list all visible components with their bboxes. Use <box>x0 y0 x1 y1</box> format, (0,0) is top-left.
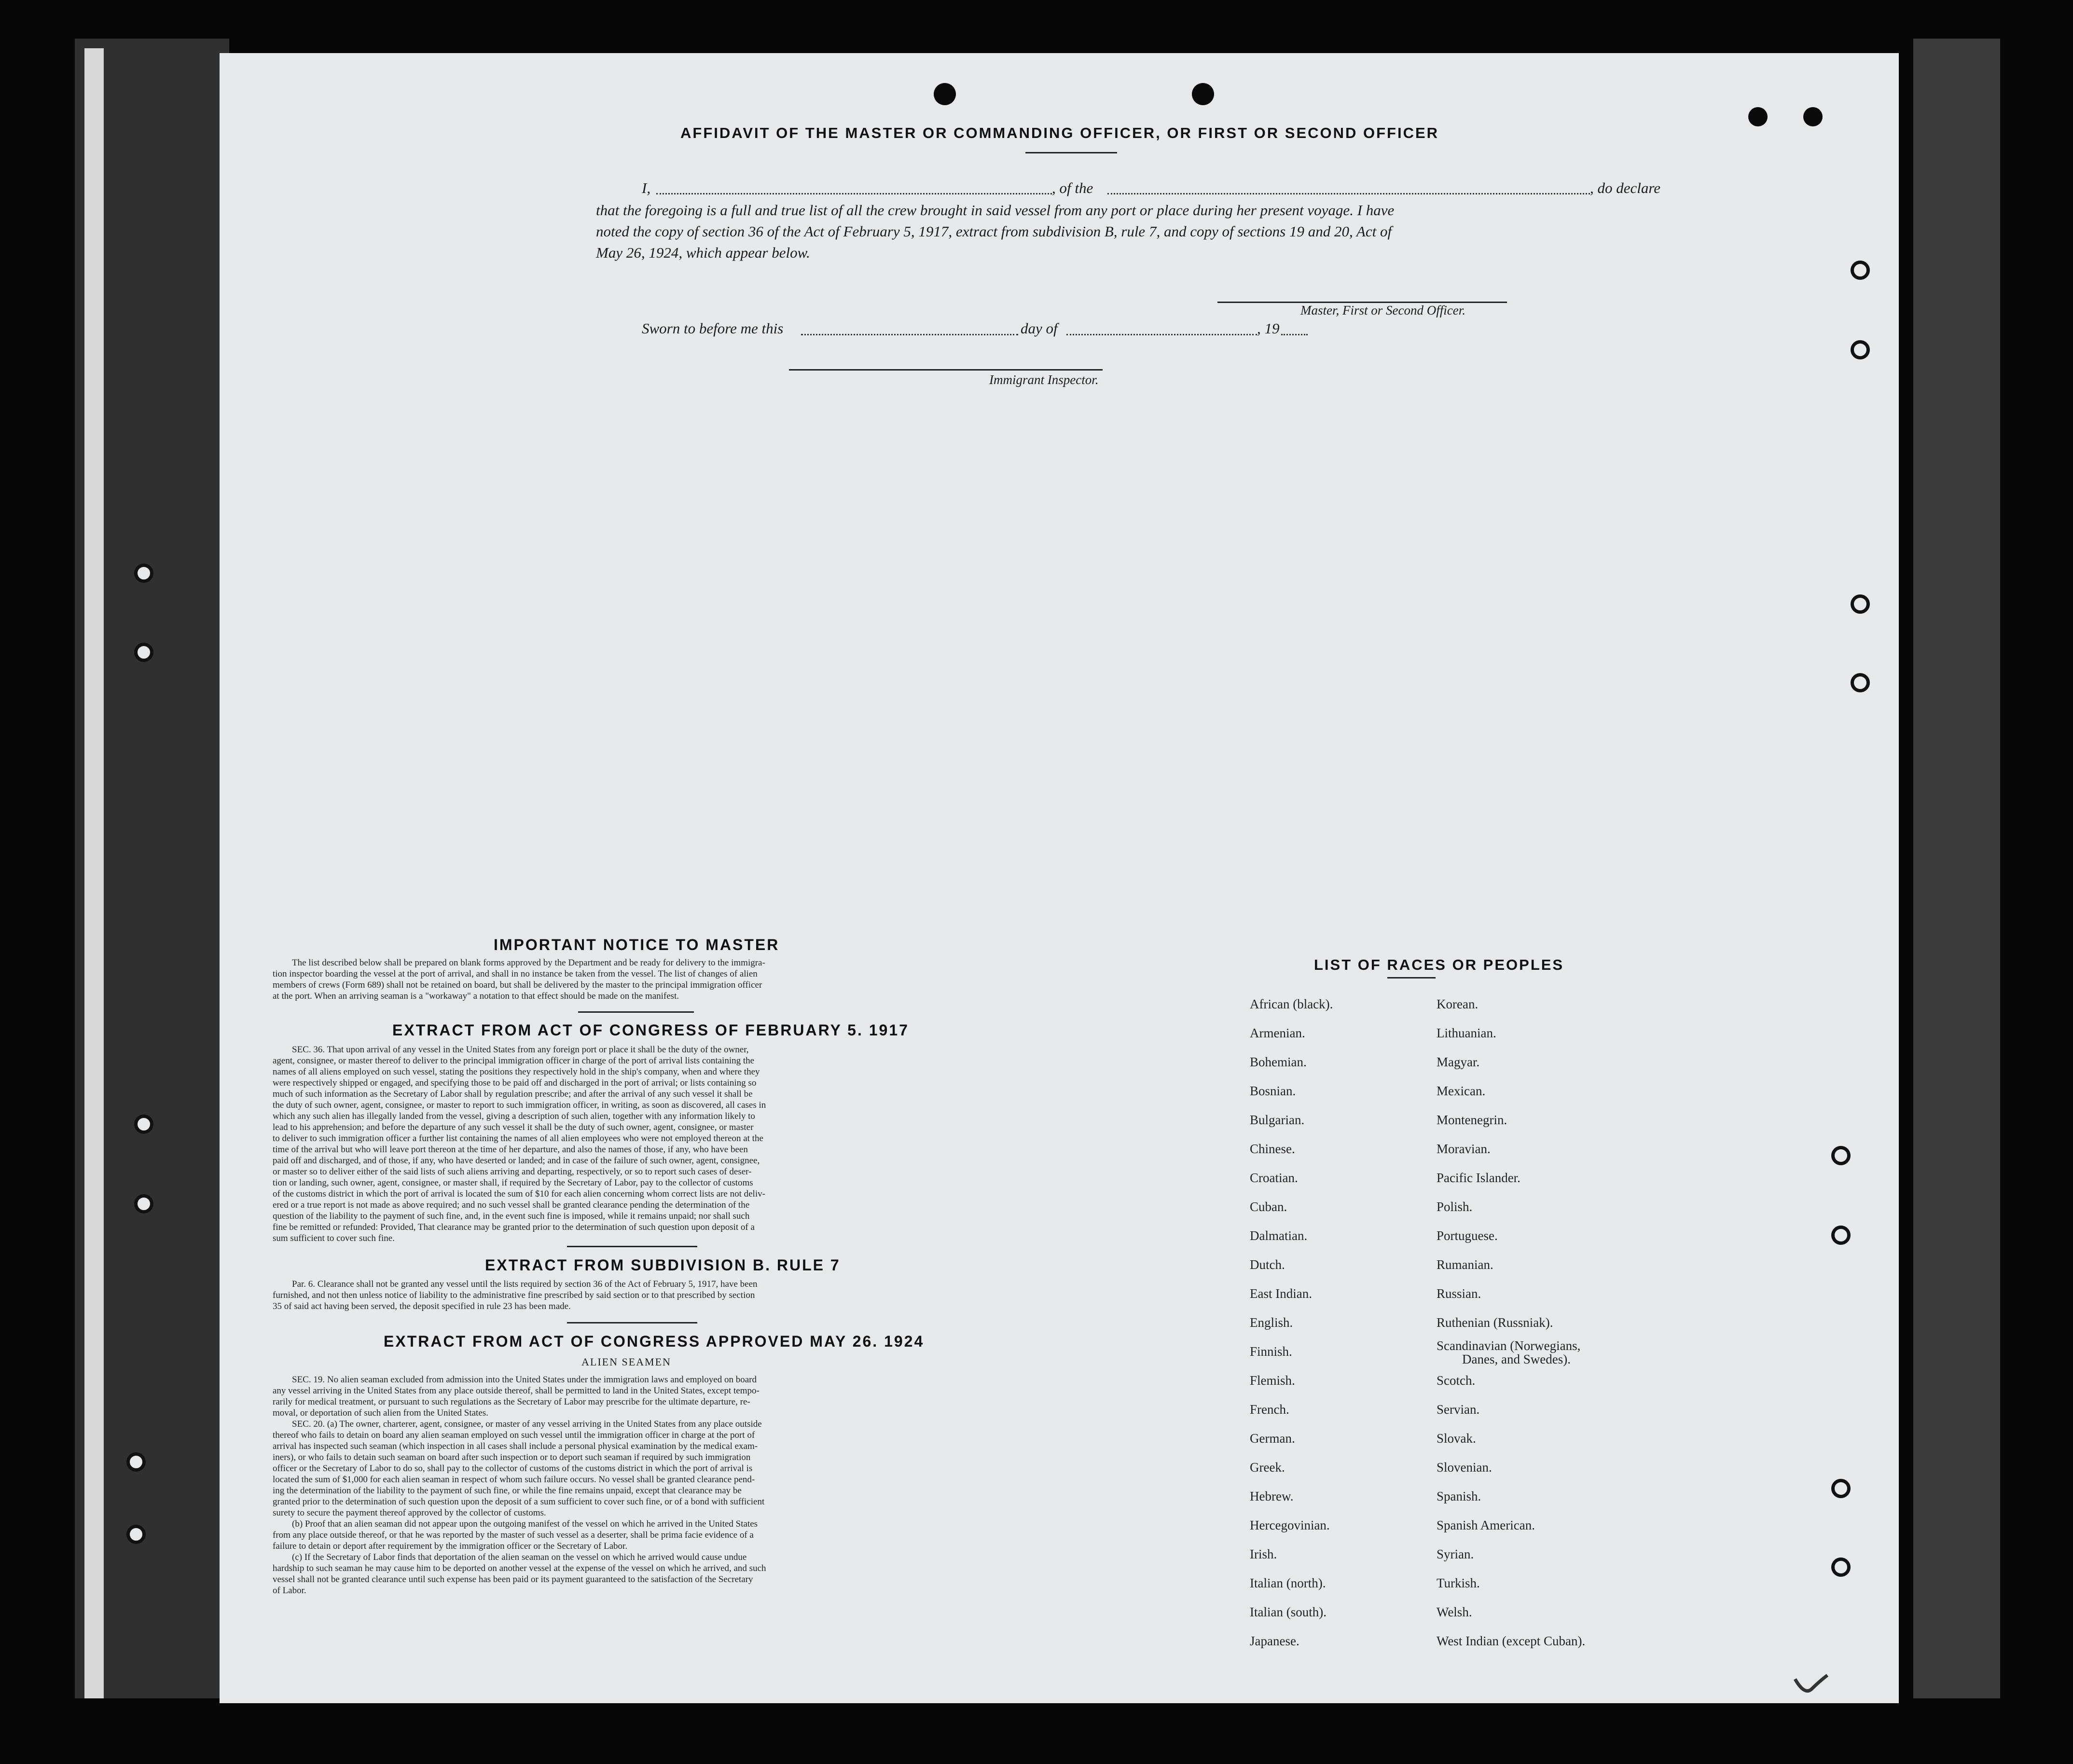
text-line: (b) Proof that an alien seaman did not appear upon the outgoing manifest of the vessel on which he arrived in the United States <box>292 1519 758 1529</box>
notice-text <box>273 957 996 1002</box>
race-item: Mexican. <box>1437 1084 1486 1098</box>
binder-hole <box>134 564 153 583</box>
text-line: 35 of said act having been served, the deposit specified in rule 23 has been made. <box>273 1301 571 1311</box>
binder-hole <box>1831 1557 1851 1577</box>
text-line: SEC. 19. No alien seaman excluded from admission into the United States under the immigration laws and employed on board <box>292 1375 757 1385</box>
text-line: Par. 6. Clearance shall not be granted any vessel until the lists required by section 36 of the Act of February 5, 1917, have been <box>292 1279 758 1289</box>
text-line: surety to secure the payment thereof approved by the collector of customs. <box>273 1508 546 1518</box>
text-line: iners), or who fails to detain such seaman on board after such inspection or to deport such seaman if required by such immigration <box>273 1452 751 1462</box>
punch-hole <box>1748 107 1768 126</box>
master-signature-label: Master, First or Second Officer. <box>1300 303 1465 317</box>
divider <box>1387 977 1436 978</box>
extract-1917-title: EXTRACT FROM ACT OF CONGRESS OF FEBRUARY 5. 1917 <box>392 1021 909 1039</box>
race-item: African (black). <box>1250 997 1333 1011</box>
text-line: fine be remitted or refunded: Provided, That clearance may be granted prior to the determination of such question upon deposit of a <box>273 1222 755 1232</box>
text-line: were respectively shipped or engaged, and specifying those to be paid off and discharged in the port of arrival; or lists containing so <box>273 1078 757 1088</box>
race-item: Bohemian. <box>1250 1055 1307 1069</box>
race-item: Pacific Islander. <box>1437 1171 1520 1185</box>
text-line: ered or a true report is not made as above required; and no such vessel shall be granted clearance pending the determination of the <box>273 1200 750 1210</box>
race-item: Scotch. <box>1437 1373 1476 1388</box>
race-item: Slovak. <box>1437 1431 1476 1446</box>
races-title: LIST OF RACES OR PEOPLES <box>1314 956 1564 973</box>
vessel-name-field[interactable] <box>1107 193 1590 194</box>
text-line: the duty of such owner, agent, consignee, or master to report to such immigration officer, in writing, as soon as discovered, all cases in <box>273 1100 766 1110</box>
affidavit-line-2: that the foregoing is a full and true list of all the crew brought in said vessel from any port or place during her present voyage. I have <box>596 202 1395 219</box>
affidavit-i-label: I, <box>642 179 651 196</box>
text-line: or master so to deliver either of the said lists of such aliens arriving and departing, respectively, or so to report such cases of deser- <box>273 1167 752 1177</box>
race-item: Spanish. <box>1437 1489 1481 1503</box>
race-item: German. <box>1250 1431 1295 1446</box>
extract-rule7-title: EXTRACT FROM SUBDIVISION B. RULE 7 <box>485 1256 841 1274</box>
binder-left-strip <box>84 48 104 1698</box>
binder-hole <box>134 1194 153 1213</box>
extract-1924-title: EXTRACT FROM ACT OF CONGRESS APPROVED MAY 26. 1924 <box>384 1333 925 1350</box>
binder-hole <box>1851 261 1870 280</box>
binder-hole <box>1851 673 1870 692</box>
race-item: Slovenian. <box>1437 1460 1492 1475</box>
race-item: Armenian. <box>1250 1026 1305 1040</box>
race-item: Finnish. <box>1250 1344 1292 1359</box>
text-line: paid off and discharged, and of those, if any, who have deserted or landed; and in case of the failure of such owner, agent, consignee, <box>273 1156 760 1166</box>
text-line: time of the arrival but who will leave port thereon at the time of her departure, and also the names of those, if any, who have been <box>273 1144 748 1155</box>
race-item: Welsh. <box>1437 1605 1472 1619</box>
binder-hole <box>1851 340 1870 359</box>
binder-hole <box>1851 594 1870 614</box>
day-of-label: day of <box>1021 320 1058 337</box>
text-line: of Labor. <box>273 1585 306 1596</box>
race-item: Bosnian. <box>1250 1084 1296 1098</box>
text-line: sum sufficient to cover such fine. <box>273 1233 395 1243</box>
punch-hole <box>934 83 956 105</box>
affidavit-line-4: May 26, 1924, which appear below. <box>596 244 810 261</box>
race-item: Polish. <box>1437 1199 1473 1214</box>
text-line: ing the determination of the liability to the payment of such fine, or while the fine remains unpaid, except that clearance may be <box>273 1486 742 1496</box>
punch-hole <box>1803 107 1823 126</box>
text-line: located the sum of $1,000 for each alien seaman in respect of whom such failure occurs. No vessel shall be granted clearance pend- <box>273 1475 755 1485</box>
affidavit-declare-label: , do declare <box>1590 179 1661 196</box>
race-item: Flemish. <box>1250 1373 1295 1388</box>
divider <box>567 1246 697 1247</box>
text-line: question of the liability to the payment of such fine, and, in the event such fine is imposed, while it remains unpaid; nor shall such <box>273 1211 750 1221</box>
race-item: Dalmatian. <box>1250 1228 1308 1243</box>
race-item: East Indian. <box>1250 1286 1312 1301</box>
text-line: furnished, and not then unless notice of liability to the administrative fine prescribed by said section or to that prescribed by section <box>273 1290 755 1300</box>
extract-1924-subtitle: ALIEN SEAMEN <box>581 1356 671 1368</box>
race-item: West Indian (except Cuban). <box>1437 1634 1586 1648</box>
text-line: vessel shall not be granted clearance until such expense has been paid or its payment guaranteed to the satisfaction of the Secretary <box>273 1574 753 1585</box>
extract-1917-text <box>273 1044 996 1244</box>
race-item: Spanish American. <box>1437 1518 1535 1532</box>
race-item: Chinese. <box>1250 1142 1295 1156</box>
text-line: The list described below shall be prepared on blank forms approved by the Department and be ready for delivery to the immigra- <box>292 958 765 968</box>
race-item: Magyar. <box>1437 1055 1480 1069</box>
text-line: tion or landing, such owner, agent, consignee, or master shall, if required by the Secretary of Labor, pay to the collector of customs <box>273 1178 753 1188</box>
binder-hole <box>1831 1479 1851 1498</box>
document-page <box>220 53 1899 1703</box>
text-line: much of such information as the Secretary of Labor shall by regulation prescribe; and after the arrival of any such vessel it shall be <box>273 1089 753 1099</box>
binder-hole <box>134 643 153 662</box>
race-item: Turkish. <box>1437 1576 1480 1590</box>
race-item: Servian. <box>1437 1402 1480 1417</box>
binder-hole <box>1831 1226 1851 1245</box>
text-line: to deliver to such immigration officer a further list containing the names of all alien employees who were not employed thereon at the <box>273 1133 763 1144</box>
text-line: SEC. 36. That upon arrival of any vessel in the United States from any foreign port or place it shall be the duty of the owner, <box>292 1045 749 1055</box>
text-line: SEC. 20. (a) The owner, charterer, agent, consignee, or master of any vessel arriving in the United States from any place outside <box>292 1419 762 1429</box>
text-line: thereof who fails to detain on board any alien seaman employed on such vessel until the immigration officer in charge at the port of <box>273 1430 755 1440</box>
master-name-field[interactable] <box>656 193 1052 194</box>
check-mark-icon <box>1793 1669 1831 1698</box>
binder-hole <box>126 1525 146 1544</box>
race-item: Croatian. <box>1250 1171 1298 1185</box>
race-item: Montenegrin. <box>1437 1113 1507 1127</box>
text-line: at the port. When an arriving seaman is a "workaway" a notation to that effect should be made on the manifest. <box>273 991 679 1001</box>
race-item: Lithuanian. <box>1437 1026 1496 1040</box>
text-line: failure to detain or deport after requirement by the immigration officer or the Secretary of Labor. <box>273 1541 628 1551</box>
extract-1924-text <box>273 1374 996 1596</box>
text-line: which any such alien has illegally landed from the vessel, giving a description of such alien, together with any information likely to <box>273 1111 755 1121</box>
text-line: rarily for medical treatment, or pursuant to such regulations as the Secretary of Labor may prescribe for the ultimate departure, re- <box>273 1397 750 1407</box>
extract-rule7-text <box>273 1279 996 1312</box>
text-line: from any place outside thereof, or that he was reported by the master of such vessel as a deserter, shall be prima facie evidence of a <box>273 1530 754 1540</box>
race-item: Korean. <box>1437 997 1479 1011</box>
text-line: names of all aliens employed on such vessel, stating the positions they respectively hold in the ship's company, when and where they <box>273 1067 760 1077</box>
race-item: Hercegovinian. <box>1250 1518 1330 1532</box>
affidavit-line-3: noted the copy of section 36 of the Act of February 5, 1917, extract from subdivision B, rule 7, and copy of sections 19 and 20, Act of <box>596 223 1392 240</box>
text-line: moval, or deportation of such alien from the United States. <box>273 1408 488 1418</box>
text-line: of the customs district in which the port of arrival is located the sum of $10 for each alien concerning whom correct lists are not deliv- <box>273 1189 765 1199</box>
race-item: Dutch. <box>1250 1257 1285 1272</box>
inspector-signature-line[interactable] <box>789 369 1103 371</box>
affidavit-title: AFFIDAVIT OF THE MASTER OR COMMANDING OFFICER, OR FIRST OR SECOND OFFICER <box>680 124 1439 141</box>
punch-hole <box>1192 83 1214 105</box>
text-line: (c) If the Secretary of Labor finds that deportation of the alien seaman on the vessel on which he arrived would cause undue <box>292 1552 747 1562</box>
text-line: any vessel arriving in the United States from any place outside thereof, shall be permitted to land in the United States, except tempo- <box>273 1386 760 1396</box>
text-line: tion inspector boarding the vessel at the port of arrival, and shall in no instance be taken from the vessel. The list of changes of alien <box>273 969 758 979</box>
race-item: French. <box>1250 1402 1289 1417</box>
text-line: lead to his apprehension; and before the departure of any such vessel it shall be the duty of such owner, agent, consignee, or master <box>273 1122 754 1132</box>
binder-hole <box>134 1115 153 1134</box>
race-item: Greek. <box>1250 1460 1285 1475</box>
race-item: Russian. <box>1437 1286 1481 1301</box>
race-item: Scandinavian (Norwegians, <box>1437 1338 1581 1353</box>
year-label: , 19 <box>1257 320 1280 337</box>
affidavit-of-the-label: , of the <box>1052 179 1093 196</box>
race-item: Bulgarian. <box>1250 1113 1305 1127</box>
divider <box>1025 152 1117 153</box>
text-line: agent, consignee, or master thereof to deliver to the principal immigration officer in charge of the port of arrival lists containing the <box>273 1056 755 1066</box>
race-item: English. <box>1250 1315 1293 1330</box>
notice-title: IMPORTANT NOTICE TO MASTER <box>494 936 780 953</box>
race-item-continued: Danes, and Swedes). <box>1462 1352 1571 1366</box>
binder-right-edge <box>1913 39 2000 1698</box>
text-line: members of crews (Form 689) shall not be retained on board, but shall be delivered by the master to the principal immigration officer <box>273 980 762 990</box>
text-line: hardship to such seaman he may cause him to be deported on another vessel at the expense of the vessel on which he arrived, and such <box>273 1563 766 1573</box>
race-item: Syrian. <box>1437 1547 1474 1561</box>
sworn-day-field[interactable] <box>801 334 1018 335</box>
race-item: Cuban. <box>1250 1199 1287 1214</box>
race-item: Portuguese. <box>1437 1228 1498 1243</box>
sworn-year-field[interactable] <box>1281 334 1308 335</box>
inspector-label: Immigrant Inspector. <box>989 372 1099 387</box>
race-item: Italian (south). <box>1250 1605 1327 1619</box>
race-item: Hebrew. <box>1250 1489 1294 1503</box>
sworn-month-field[interactable] <box>1066 334 1257 335</box>
race-item: Moravian. <box>1437 1142 1491 1156</box>
divider <box>578 1011 694 1013</box>
sworn-label: Sworn to before me this <box>642 320 784 337</box>
text-line: arrival has inspected such seaman (which inspection in all cases shall include a personal physical examination by the medical exam- <box>273 1441 758 1451</box>
text-line: granted prior to the determination of such question upon the deposit of a sum sufficient to cover such fine, or of a bond with sufficient <box>273 1497 765 1507</box>
binder-hole <box>126 1452 146 1472</box>
divider <box>567 1322 697 1323</box>
race-item: Italian (north). <box>1250 1576 1326 1590</box>
race-item: Japanese. <box>1250 1634 1299 1648</box>
binder-hole <box>1831 1146 1851 1165</box>
race-item: Rumanian. <box>1437 1257 1493 1272</box>
text-line: officer or the Secretary of Labor to do so, shall pay to the collector of customs of the customs district in which the port of arrival is <box>273 1463 753 1474</box>
race-item: Ruthenian (Russniak). <box>1437 1315 1553 1330</box>
race-item: Irish. <box>1250 1547 1277 1561</box>
